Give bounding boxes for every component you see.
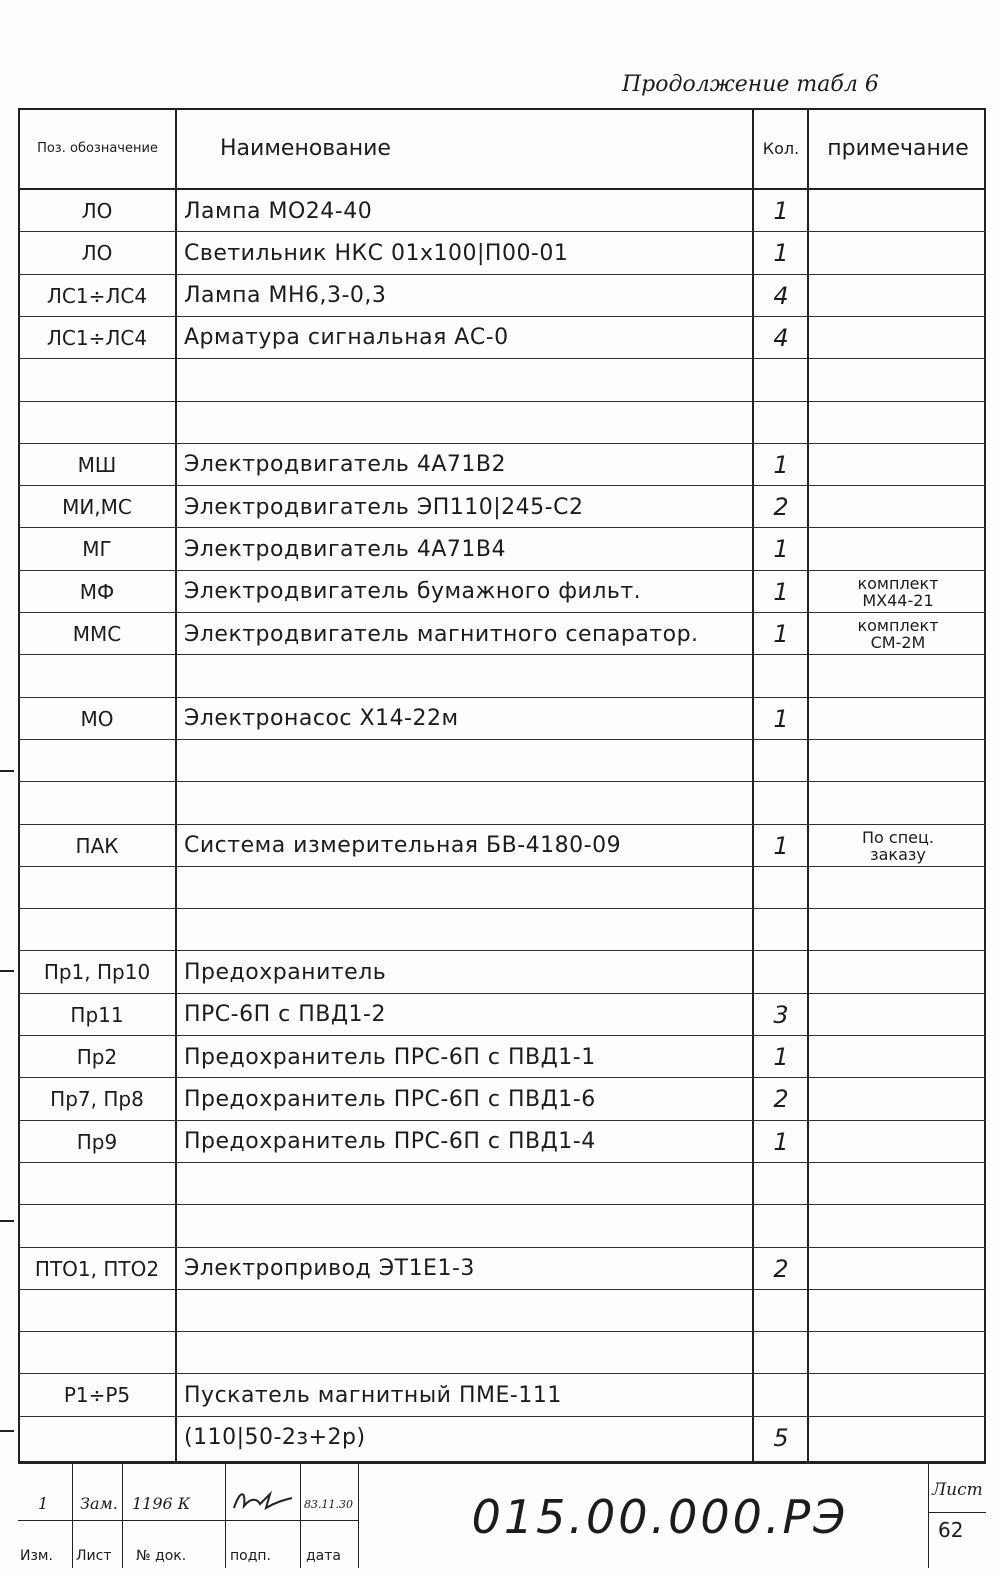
row-line — [18, 358, 986, 359]
row-line — [18, 824, 986, 825]
row-note — [810, 1079, 986, 1119]
row-line — [18, 1331, 986, 1332]
title-block-divider — [72, 1463, 73, 1568]
row-line — [18, 950, 986, 951]
label-doc: № док. — [136, 1548, 187, 1564]
row-position — [22, 403, 172, 443]
row-note — [810, 1122, 986, 1162]
row-position: Пр11 — [70, 1002, 124, 1027]
sheet-box-divider — [928, 1512, 986, 1513]
row-qty: 4 — [773, 281, 789, 310]
row-position — [22, 1333, 172, 1373]
row-name — [184, 868, 752, 908]
row-qty: 1 — [773, 831, 789, 860]
row-name: Предохранитель ПРС-6П с ПВД1-4 — [184, 1129, 596, 1155]
row-position: ЛС1÷ЛС4 — [46, 325, 148, 350]
row-position: ЛО — [81, 199, 113, 223]
row-name: Предохранитель — [184, 959, 387, 985]
change-number: 1 — [38, 1494, 49, 1513]
row-line — [18, 443, 986, 444]
row-line — [18, 993, 986, 994]
row-position: ПТО1, ПТО2 — [34, 1256, 160, 1281]
row-name: Арматура сигнальная АС-0 — [184, 325, 509, 351]
signature-icon — [230, 1486, 296, 1514]
row-qty — [755, 360, 807, 400]
header-position: Поз. обозначение — [37, 140, 158, 156]
row-name: Электродвигатель 4А71В4 — [184, 536, 507, 562]
header-name: Наименование — [220, 135, 391, 161]
row-position — [22, 1206, 172, 1246]
row-line — [18, 1247, 986, 1248]
row-note — [810, 1164, 986, 1204]
row-name: Лампа МО24-40 — [184, 198, 373, 224]
row-qty: 1 — [773, 577, 789, 606]
row-note — [810, 656, 986, 696]
row-line — [18, 274, 986, 275]
row-position — [22, 1418, 172, 1458]
row-note-line: МХ44-21 — [862, 590, 934, 610]
row-name — [184, 1333, 752, 1373]
row-position: МИ,МС — [62, 495, 132, 520]
row-note — [810, 741, 986, 781]
row-note — [810, 191, 986, 231]
row-position — [22, 868, 172, 908]
row-qty — [755, 741, 807, 781]
row-name — [184, 360, 752, 400]
row-name: Предохранитель ПРС-6П с ПВД1-6 — [184, 1086, 596, 1112]
change-date: 83.11.30 — [304, 1498, 353, 1511]
row-note — [810, 572, 986, 612]
row-name: Электродвигатель 4А71В2 — [184, 452, 507, 478]
row-qty: 2 — [773, 1254, 789, 1283]
title-block-divider — [928, 1463, 929, 1568]
row-note — [810, 952, 986, 992]
column-divider-qty — [807, 108, 809, 1463]
row-note — [810, 910, 986, 950]
row-qty — [755, 1291, 807, 1331]
row-line — [18, 866, 986, 867]
row-line — [18, 1416, 986, 1417]
row-name — [184, 1164, 752, 1204]
header-divider — [18, 188, 986, 190]
row-name: Предохранитель ПРС-6П с ПВД1-1 — [184, 1044, 596, 1070]
row-qty: 2 — [773, 493, 789, 522]
row-position: МО — [80, 706, 114, 731]
row-name: ПРС-6П с ПВД1-2 — [184, 1002, 386, 1028]
row-position — [22, 1164, 172, 1204]
row-line — [18, 1077, 986, 1078]
row-name: Лампа МН6,3-0,3 — [184, 283, 387, 309]
row-line — [18, 485, 986, 486]
row-qty — [755, 910, 807, 950]
row-note — [810, 276, 986, 316]
change-type: Зам. — [80, 1494, 118, 1513]
row-note — [810, 1249, 986, 1289]
row-note — [810, 1206, 986, 1246]
row-qty — [755, 783, 807, 823]
column-divider-name — [752, 108, 754, 1463]
row-position: ПАК — [75, 833, 119, 858]
row-line — [18, 570, 986, 571]
row-name — [184, 910, 752, 950]
header-note: примечание — [827, 135, 969, 161]
row-line — [18, 401, 986, 402]
row-position: ЛС1÷ЛС4 — [46, 283, 148, 308]
row-qty: 4 — [773, 323, 789, 352]
row-position — [22, 910, 172, 950]
row-position — [22, 1291, 172, 1331]
row-qty: 5 — [773, 1423, 789, 1452]
label-sign: подп. — [230, 1548, 272, 1564]
row-line — [18, 739, 986, 740]
row-qty — [755, 1206, 807, 1246]
row-qty: 1 — [773, 535, 789, 564]
title-block-divider — [300, 1463, 301, 1568]
row-position: Пр7, Пр8 — [50, 1087, 144, 1112]
margin-tick — [0, 970, 14, 972]
row-qty — [755, 1164, 807, 1204]
row-note — [810, 1375, 986, 1415]
row-note — [810, 699, 986, 739]
row-line — [18, 527, 986, 528]
label-izm: Изм. — [20, 1548, 53, 1564]
row-note — [810, 826, 986, 866]
row-name: Электропривод ЭТ1Е1-3 — [184, 1256, 475, 1281]
row-line — [18, 316, 986, 317]
title-block-top-line — [18, 1463, 986, 1464]
row-note — [810, 1333, 986, 1373]
row-position — [22, 741, 172, 781]
row-position: ММС — [72, 622, 122, 646]
row-qty: 1 — [773, 450, 789, 479]
document-number: 015.00.000.РЭ — [471, 1490, 849, 1544]
title-block-divider — [122, 1463, 123, 1568]
row-qty — [755, 656, 807, 696]
row-line — [18, 1035, 986, 1036]
row-note — [810, 487, 986, 527]
row-qty — [755, 1375, 807, 1415]
row-note — [810, 614, 986, 654]
row-name — [184, 1291, 752, 1331]
row-note — [810, 529, 986, 569]
row-note — [810, 318, 986, 358]
row-note — [810, 1291, 986, 1331]
label-date: дата — [306, 1548, 341, 1564]
row-name: Электронасос Х14-22м — [184, 706, 459, 732]
row-note — [810, 1037, 986, 1077]
row-qty: 1 — [773, 1127, 789, 1156]
row-name — [184, 1206, 752, 1246]
margin-tick — [0, 1220, 14, 1222]
row-qty: 3 — [773, 1000, 789, 1029]
row-line — [18, 1204, 986, 1205]
title-block-mid-line — [18, 1520, 358, 1521]
label-list: Лист — [76, 1548, 112, 1564]
row-line — [18, 231, 986, 232]
row-line — [18, 1162, 986, 1163]
row-line — [18, 697, 986, 698]
row-name — [184, 656, 752, 696]
row-position: Пр2 — [76, 1045, 118, 1069]
row-name: Электродвигатель бумажного фильт. — [184, 579, 642, 605]
row-note-line: комплект — [857, 616, 939, 635]
title-block-divider — [358, 1463, 359, 1568]
row-note — [810, 233, 986, 273]
row-qty: 1 — [773, 1043, 789, 1071]
sheet-label: Лист — [932, 1480, 983, 1500]
row-line — [18, 781, 986, 782]
row-note — [810, 868, 986, 908]
row-name: Система измерительная БВ-4180-09 — [184, 833, 622, 858]
row-note-line: заказу — [870, 844, 926, 864]
row-note — [810, 445, 986, 485]
row-position: Р1÷Р5 — [63, 1383, 131, 1408]
row-qty — [755, 1333, 807, 1373]
row-note-line: По спец. — [862, 827, 934, 847]
column-divider-pos — [175, 108, 177, 1463]
table-continuation-caption: Продолжение табл 6 — [622, 72, 879, 97]
row-position: Пр1, Пр10 — [43, 960, 151, 985]
row-name: (110|50-2з+2р) — [184, 1425, 366, 1451]
row-line — [18, 654, 986, 655]
row-name — [184, 403, 752, 443]
row-line — [18, 1120, 986, 1121]
row-position — [22, 360, 172, 400]
row-note — [810, 1418, 986, 1458]
row-line — [18, 612, 986, 613]
row-qty: 1 — [773, 620, 789, 648]
row-position: МФ — [79, 579, 115, 604]
row-qty — [755, 403, 807, 443]
row-line — [18, 1289, 986, 1290]
row-qty: 1 — [773, 704, 789, 733]
row-qty — [755, 952, 807, 992]
row-line — [18, 1373, 986, 1374]
title-block-divider — [225, 1463, 226, 1568]
row-name: Электродвигатель ЭП110|245-С2 — [184, 494, 584, 520]
row-qty — [755, 868, 807, 908]
row-note — [810, 783, 986, 823]
row-qty: 1 — [773, 239, 789, 268]
row-position: МГ — [82, 537, 112, 562]
row-name: Пускатель магнитный ПМЕ-111 — [184, 1382, 562, 1408]
margin-tick — [0, 770, 14, 772]
row-name: Электродвигатель магнитного сепаратор. — [184, 621, 699, 647]
row-position: Пр9 — [76, 1129, 118, 1154]
row-position: МШ — [77, 452, 117, 477]
row-name — [184, 783, 752, 823]
row-name — [184, 741, 752, 781]
row-note-line: комплект — [857, 573, 939, 593]
row-line — [18, 908, 986, 909]
row-note — [810, 360, 986, 400]
margin-tick — [0, 1430, 14, 1432]
row-note — [810, 403, 986, 443]
row-position — [22, 783, 172, 823]
row-name: Светильник НКС 01х100|П00-01 — [184, 240, 569, 266]
row-note — [810, 995, 986, 1035]
change-doc-number: 1196 К — [132, 1494, 191, 1513]
row-qty: 1 — [773, 197, 789, 225]
row-note-line: СМ-2М — [870, 633, 926, 652]
header-qty: Кол. — [762, 138, 800, 158]
sheet-number: 62 — [938, 1518, 964, 1542]
row-position — [22, 656, 172, 696]
row-position: ЛО — [81, 241, 113, 266]
row-qty: 2 — [773, 1085, 789, 1114]
